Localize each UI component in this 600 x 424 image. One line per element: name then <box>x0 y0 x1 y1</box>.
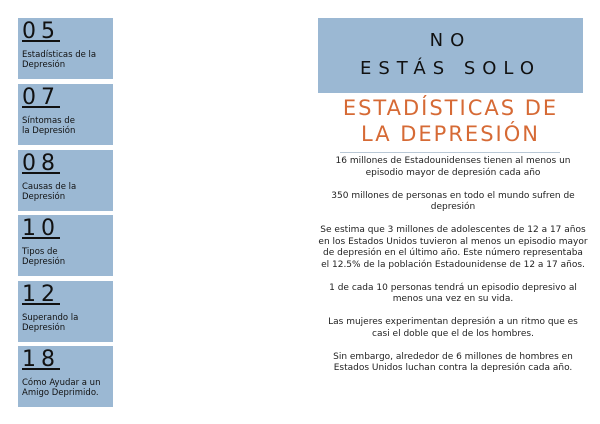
section-heading <box>318 95 583 147</box>
toc-item-estadisticas[interactable] <box>18 18 113 79</box>
toc-page-number: 08 <box>22 151 60 176</box>
toc-item-ayudar[interactable] <box>18 346 113 407</box>
statistics-body <box>318 156 588 386</box>
toc-item-label: Cómo Ayudar a un Amigo Deprimido. <box>22 378 101 398</box>
toc-item-label: Causas de la Depresión <box>22 182 77 202</box>
stat-paragraph: 16 millones de Estadounidenses tienen al menos un episodio mayor de depresión cada año <box>335 156 571 178</box>
toc-item-tipos[interactable] <box>18 215 113 276</box>
toc-item-causas[interactable] <box>18 150 113 211</box>
toc-item-label: Tipos de Depresión <box>22 247 66 267</box>
toc-page-number: 12 <box>22 282 60 307</box>
toc-page-number: 18 <box>22 347 60 372</box>
toc-page-number: 07 <box>22 85 60 110</box>
stat-paragraph: Las mujeres experimentan depresión a un ritmo que es casi el doble que el de los hombres. <box>328 317 578 339</box>
title-banner <box>318 18 583 93</box>
toc-item-label: Superando la Depresión <box>22 313 79 333</box>
heading-line-2: LA DEPRESIÓN <box>361 122 540 146</box>
heading-divider <box>340 152 560 153</box>
toc-item-superando[interactable] <box>18 281 113 342</box>
banner-line-2: ESTÁS SOLO <box>359 58 541 79</box>
stat-paragraph: Se estima que 3 millones de adolescentes de 12 a 17 años en los Estados Unidos tuvieron al menos un episodio mayor de depresión en el último año. Este número representaba el 12.5% de la población Estadounidense de 12 a 17 años. <box>318 225 588 270</box>
stat-paragraph: Sin embargo, alrededor de 6 millones de hombres en Estados Unidos luchan contra la depresión cada año. <box>333 351 573 373</box>
toc-item-label: Síntomas de la Depresión <box>22 116 76 136</box>
toc-item-sintomas[interactable] <box>18 84 113 145</box>
stat-paragraph: 350 millones de personas en todo el mundo sufren de depresión <box>331 190 575 212</box>
banner-line-1: NO <box>429 30 472 51</box>
toc-item-label: Estadísticas de la Depresión <box>22 50 97 70</box>
toc-page-number: 10 <box>22 216 60 241</box>
heading-line-1: ESTADÍSTICAS DE <box>342 96 559 120</box>
toc-page-number: 05 <box>22 19 60 44</box>
stat-paragraph: 1 de cada 10 personas tendrá un episodio depresivo al menos una vez en su vida. <box>329 282 577 304</box>
